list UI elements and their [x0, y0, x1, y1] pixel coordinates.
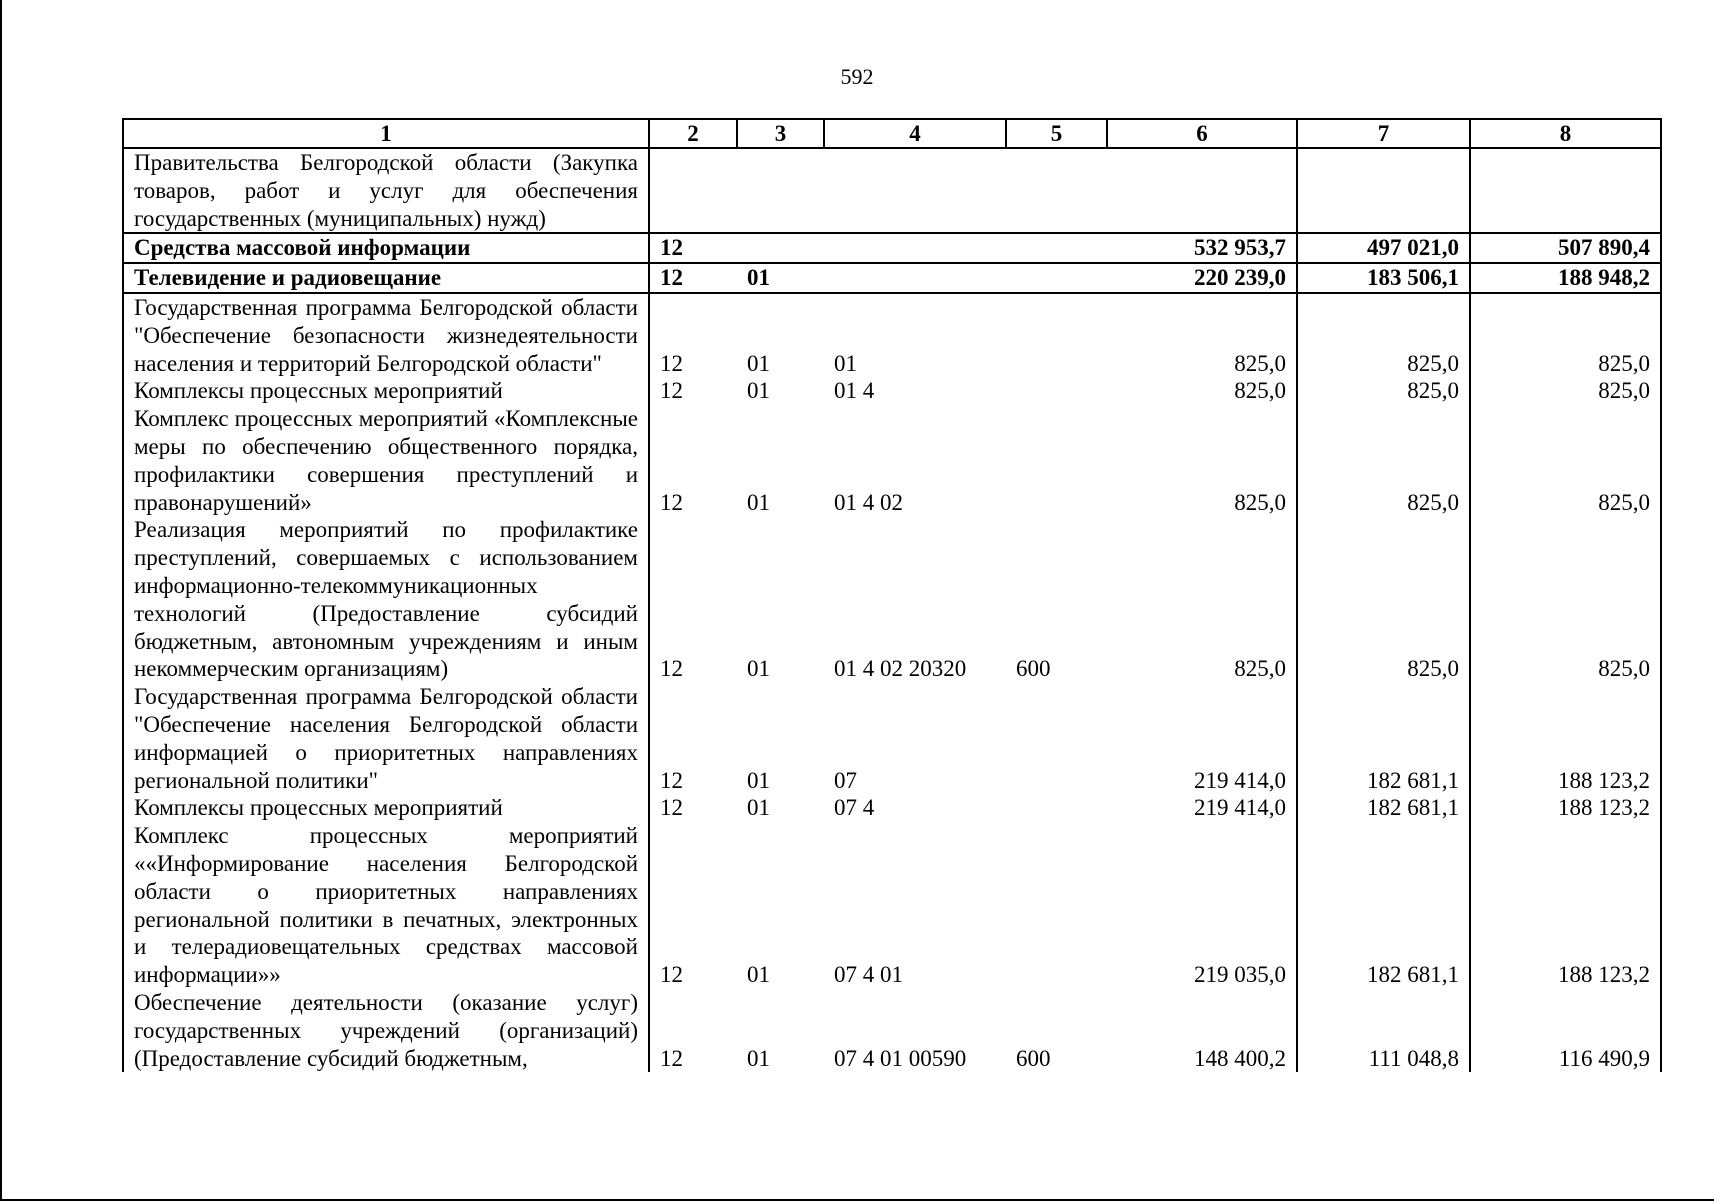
cell-col-3: 01 — [747, 767, 770, 793]
table-row — [123, 822, 1661, 989]
cell-col-6: 219 414,0 — [1107, 683, 1297, 794]
row-label: Комплекс процессных мероприятий ««Информирование населения Белгородской области о приоритетных направлениях региональной политики в печатных, электронных и телерадиовещательных средствах массовой информации»» — [123, 822, 649, 989]
cell-col-4: 01 — [834, 350, 857, 376]
cell-col-3: 01 — [747, 378, 770, 404]
cell-col-8: 825,0 — [1470, 377, 1661, 405]
cell-col-5 — [1006, 405, 1107, 516]
cell-col-2 — [649, 148, 737, 233]
column-header-1: 1 — [123, 119, 649, 148]
cell-col-3: 01 — [747, 350, 770, 376]
cell-col-4: 01 4 — [834, 378, 875, 404]
cell-col-5: 600 — [1016, 1045, 1051, 1071]
row-label: Обеспечение деятельности (оказание услуг) государственных учреждений (организаций) (Предоставление субсидий бюджетным, — [123, 989, 649, 1072]
table-row — [123, 405, 1661, 516]
cell-col-7: 825,0 — [1297, 377, 1470, 405]
cell-col-8: 825,0 — [1470, 405, 1661, 516]
cell-col-5 — [1006, 822, 1107, 989]
cell-col-7: 111 048,8 — [1297, 989, 1470, 1072]
cell-col-8 — [1470, 148, 1661, 233]
cell-col-5 — [1006, 233, 1107, 263]
cell-col-2: 12 — [660, 656, 683, 682]
cell-col-7: 825,0 — [1297, 516, 1470, 683]
cell-col-6: 148 400,2 — [1107, 989, 1297, 1072]
column-header-5: 5 — [1006, 119, 1107, 148]
cell-col-7: 825,0 — [1297, 293, 1470, 377]
cell-col-6: 219 035,0 — [1107, 822, 1297, 989]
cell-col-5 — [1006, 377, 1107, 405]
cell-col-7: 825,0 — [1297, 405, 1470, 516]
cell-col-2: 12 — [660, 1045, 683, 1071]
cell-col-5 — [1006, 148, 1107, 233]
page-number: 592 — [840, 64, 874, 89]
cell-col-4: 07 4 — [834, 795, 875, 821]
row-label: Государственная программа Белгородской области "Обеспечение населения Белгородской области информацией о приоритетных направлениях региональной политики" — [123, 683, 649, 794]
cell-col-8: 116 490,9 — [1470, 989, 1661, 1072]
page-left-edge — [0, 0, 2, 1200]
cell-col-3: 01 — [747, 489, 770, 515]
row-label: Государственная программа Белгородской области "Обеспечение безопасности жизнедеятельности населения и территорий Белгородской области" — [123, 293, 649, 377]
column-header-8: 8 — [1470, 119, 1661, 148]
row-label: Средства массовой информации — [123, 233, 649, 263]
cell-col-8: 507 890,4 — [1470, 233, 1661, 263]
budget-table — [122, 118, 1662, 1072]
cell-col-4: 07 4 01 — [834, 962, 903, 988]
table-body — [123, 148, 1661, 1072]
column-header-7: 7 — [1297, 119, 1470, 148]
cell-col-5 — [1006, 683, 1107, 794]
row-label: Реализация мероприятий по профилактике преступлений, совершаемых с использованием информационно-телекоммуникационных технологий (Предоставление субсидий бюджетным, автономным учреждениям и иным некоммерческим организациям) — [123, 516, 649, 683]
cell-col-4 — [824, 263, 1006, 293]
cell-col-6: 825,0 — [1107, 293, 1297, 377]
cell-col-8: 188 123,2 — [1470, 683, 1661, 794]
cell-col-8: 188 123,2 — [1470, 794, 1661, 822]
cell-col-2: 12 — [649, 263, 737, 293]
cell-col-4: 01 4 02 20320 — [834, 656, 967, 682]
row-label: Комплексы процессных мероприятий — [123, 794, 649, 822]
row-label: Правительства Белгородской области (Закупка товаров, работ и услуг для обеспечения государственных (муниципальных) нужд) — [123, 148, 649, 233]
column-header-6: 6 — [1107, 119, 1297, 148]
row-label: Комплексы процессных мероприятий — [123, 377, 649, 405]
cell-col-4: 07 4 01 00590 — [834, 1045, 967, 1071]
cell-col-3: 01 — [747, 962, 770, 988]
cell-col-6: 825,0 — [1107, 377, 1297, 405]
cell-col-2: 12 — [649, 233, 737, 263]
cell-col-8: 188 123,2 — [1470, 822, 1661, 989]
cell-col-6: 220 239,0 — [1107, 263, 1297, 293]
cell-col-8: 188 948,2 — [1470, 263, 1661, 293]
cell-col-6: 825,0 — [1107, 405, 1297, 516]
table-row — [123, 263, 1661, 293]
cell-col-3: 01 — [737, 263, 824, 293]
header-row — [123, 119, 1661, 148]
cell-col-4: 07 — [834, 767, 857, 793]
cell-col-7: 497 021,0 — [1297, 233, 1470, 263]
cell-col-7: 182 681,1 — [1297, 683, 1470, 794]
table-row — [123, 989, 1661, 1072]
cell-col-5: 600 — [1016, 656, 1051, 682]
cell-col-5 — [1006, 263, 1107, 293]
cell-col-3: 01 — [747, 795, 770, 821]
cell-col-6 — [1107, 148, 1297, 233]
table-row — [123, 683, 1661, 794]
cell-col-8: 825,0 — [1470, 293, 1661, 377]
row-label: Телевидение и радиовещание — [123, 263, 649, 293]
cell-col-3: 01 — [747, 1045, 770, 1071]
cell-col-3 — [737, 233, 824, 263]
cell-col-6: 219 414,0 — [1107, 794, 1297, 822]
cell-col-2: 12 — [660, 767, 683, 793]
cell-col-6: 825,0 — [1107, 516, 1297, 683]
column-header-3: 3 — [737, 119, 824, 148]
table-row — [123, 148, 1661, 233]
cell-col-7: 183 506,1 — [1297, 263, 1470, 293]
cell-col-8: 825,0 — [1470, 516, 1661, 683]
column-header-4: 4 — [824, 119, 1006, 148]
table-row — [123, 516, 1661, 683]
cell-col-6: 532 953,7 — [1107, 233, 1297, 263]
cell-col-4 — [824, 148, 1006, 233]
table-row — [123, 233, 1661, 263]
cell-col-4 — [824, 233, 1006, 263]
column-header-2: 2 — [649, 119, 737, 148]
cell-col-4: 01 4 02 — [834, 489, 903, 515]
cell-col-5 — [1006, 794, 1107, 822]
cell-col-5 — [1006, 293, 1107, 377]
row-label: Комплекс процессных мероприятий «Комплексные меры по обеспечению общественного порядка, профилактики совершения преступлений и правонарушений» — [123, 405, 649, 516]
cell-col-3: 01 — [747, 656, 770, 682]
table-row — [123, 377, 1661, 405]
cell-col-2: 12 — [660, 795, 683, 821]
table-row — [123, 794, 1661, 822]
cell-col-2: 12 — [660, 378, 683, 404]
cell-col-7 — [1297, 148, 1470, 233]
table-row — [123, 293, 1661, 377]
cell-col-7: 182 681,1 — [1297, 794, 1470, 822]
cell-col-2: 12 — [660, 489, 683, 515]
cell-col-7: 182 681,1 — [1297, 822, 1470, 989]
cell-col-2: 12 — [660, 962, 683, 988]
cell-col-2: 12 — [660, 350, 683, 376]
cell-col-3 — [737, 148, 824, 233]
